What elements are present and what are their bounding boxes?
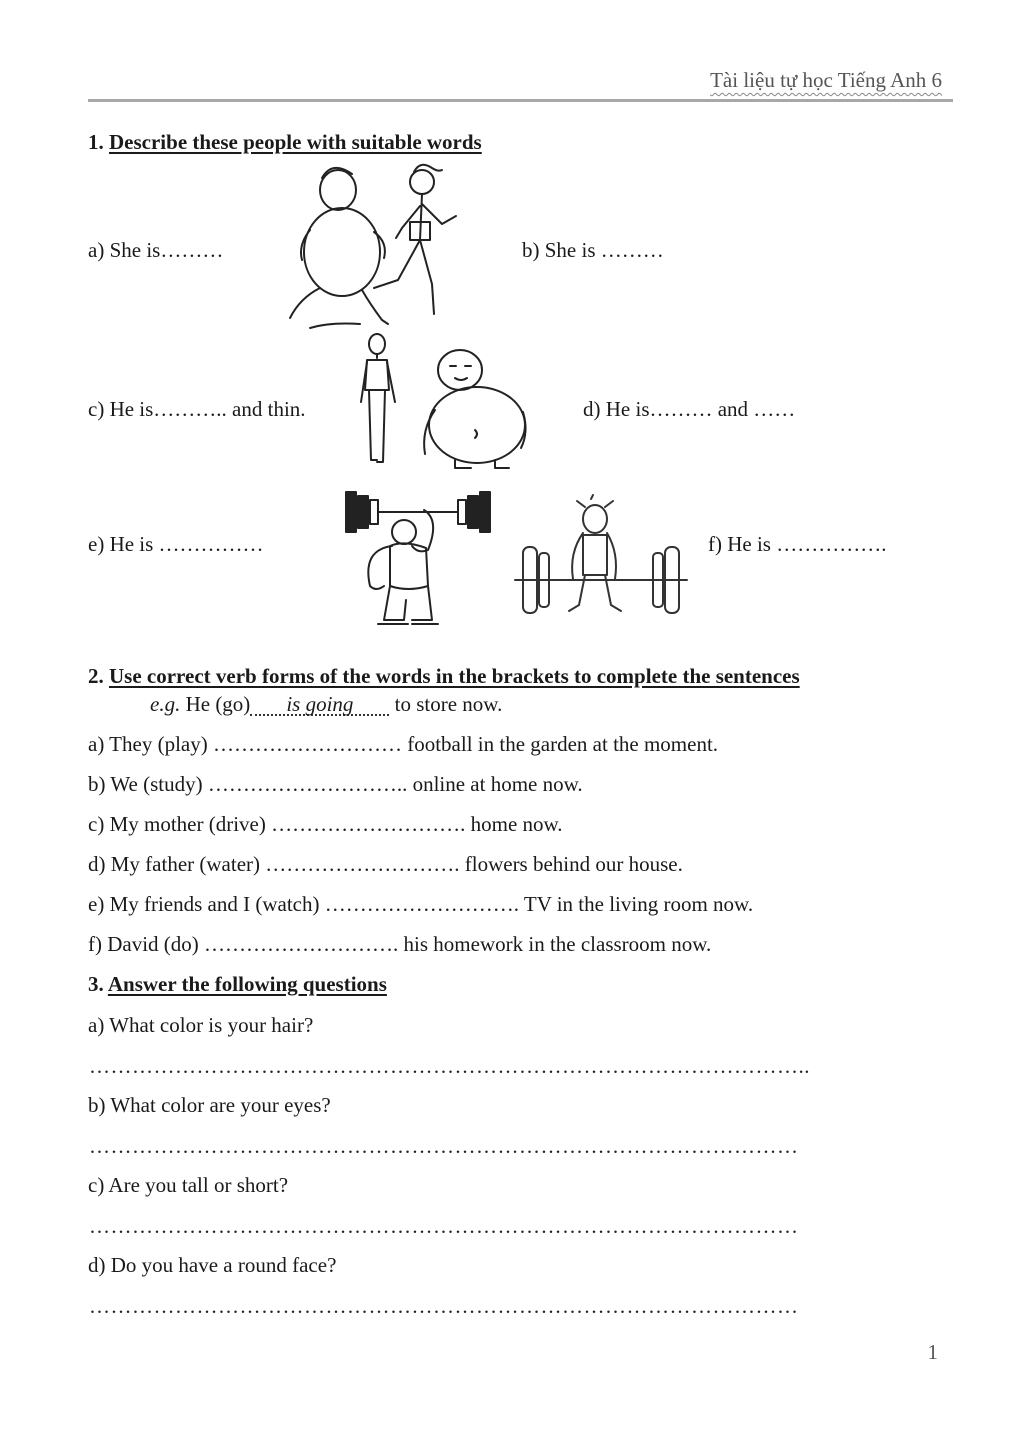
item-1d: d) He is……… and …… (583, 397, 796, 421)
section-3-heading (88, 972, 387, 997)
section-2-number: 2. (88, 664, 104, 688)
answer-line-3b[interactable]: ……………………………………………………………………………………… (89, 1134, 799, 1156)
section-1-heading (88, 130, 482, 155)
exercise-2a: a) They (play) ……………………… football in the garden at the moment. (88, 732, 719, 756)
strong-weightlifter-illustration (334, 480, 502, 635)
example-prefix: e.g. (150, 692, 181, 716)
exercise-2e: e) My friends and I (watch) ………………………. TV in the living room now. (88, 892, 754, 916)
exercise-2f: f) David (do) ………………………. his homework in the classroom now. (88, 932, 712, 956)
page-number: 1 (927, 1340, 938, 1364)
answer-line-3d[interactable]: ……………………………………………………………………………………… (89, 1294, 799, 1316)
weak-weightlifter-illustration (515, 495, 687, 620)
header-title: Tài liệu tự học Tiếng Anh 6 (710, 68, 942, 92)
exercise-2d: d) My father (water) ………………………. flowers behind our house. (88, 852, 683, 876)
question-3a: a) What color is your hair? (88, 1013, 314, 1037)
example-stem: He (go) (185, 692, 251, 716)
item-1e: e) He is …………… (88, 532, 264, 556)
section-2-title: Use correct verb forms of the words in the brackets to complete the sentences (109, 664, 800, 688)
section-1-number: 1. (88, 130, 104, 154)
section-1-title: Describe these people with suitable words (109, 130, 482, 154)
item-1f: f) He is ……………. (708, 532, 887, 556)
example-rest: to store now. (394, 692, 503, 716)
item-1c: c) He is……….. and thin. (88, 397, 306, 421)
example-answer: is going (250, 694, 389, 716)
answer-line-3a[interactable]: ……………………………………………………………………………………….. (89, 1054, 810, 1076)
question-3c: c) Are you tall or short? (88, 1173, 289, 1197)
example-sentence (150, 692, 502, 717)
section-2-heading (88, 664, 800, 689)
exercise-2c: c) My mother (drive) ………………………. home now. (88, 812, 563, 836)
exercise-2b: b) We (study) ……………………….. online at home now. (88, 772, 583, 796)
item-1b: b) She is ……… (522, 238, 664, 262)
section-3-title: Answer the following questions (107, 972, 387, 996)
running-women-illustration (270, 160, 470, 335)
section-3-number: 3. (88, 972, 104, 996)
question-3d: d) Do you have a round face? (88, 1253, 337, 1277)
thin-and-fat-men-illustration (355, 330, 535, 472)
item-1a: a) She is……… (88, 238, 224, 262)
answer-line-3c[interactable]: ……………………………………………………………………………………… (89, 1214, 799, 1236)
header-divider (88, 99, 953, 102)
question-3b: b) What color are your eyes? (88, 1093, 331, 1117)
